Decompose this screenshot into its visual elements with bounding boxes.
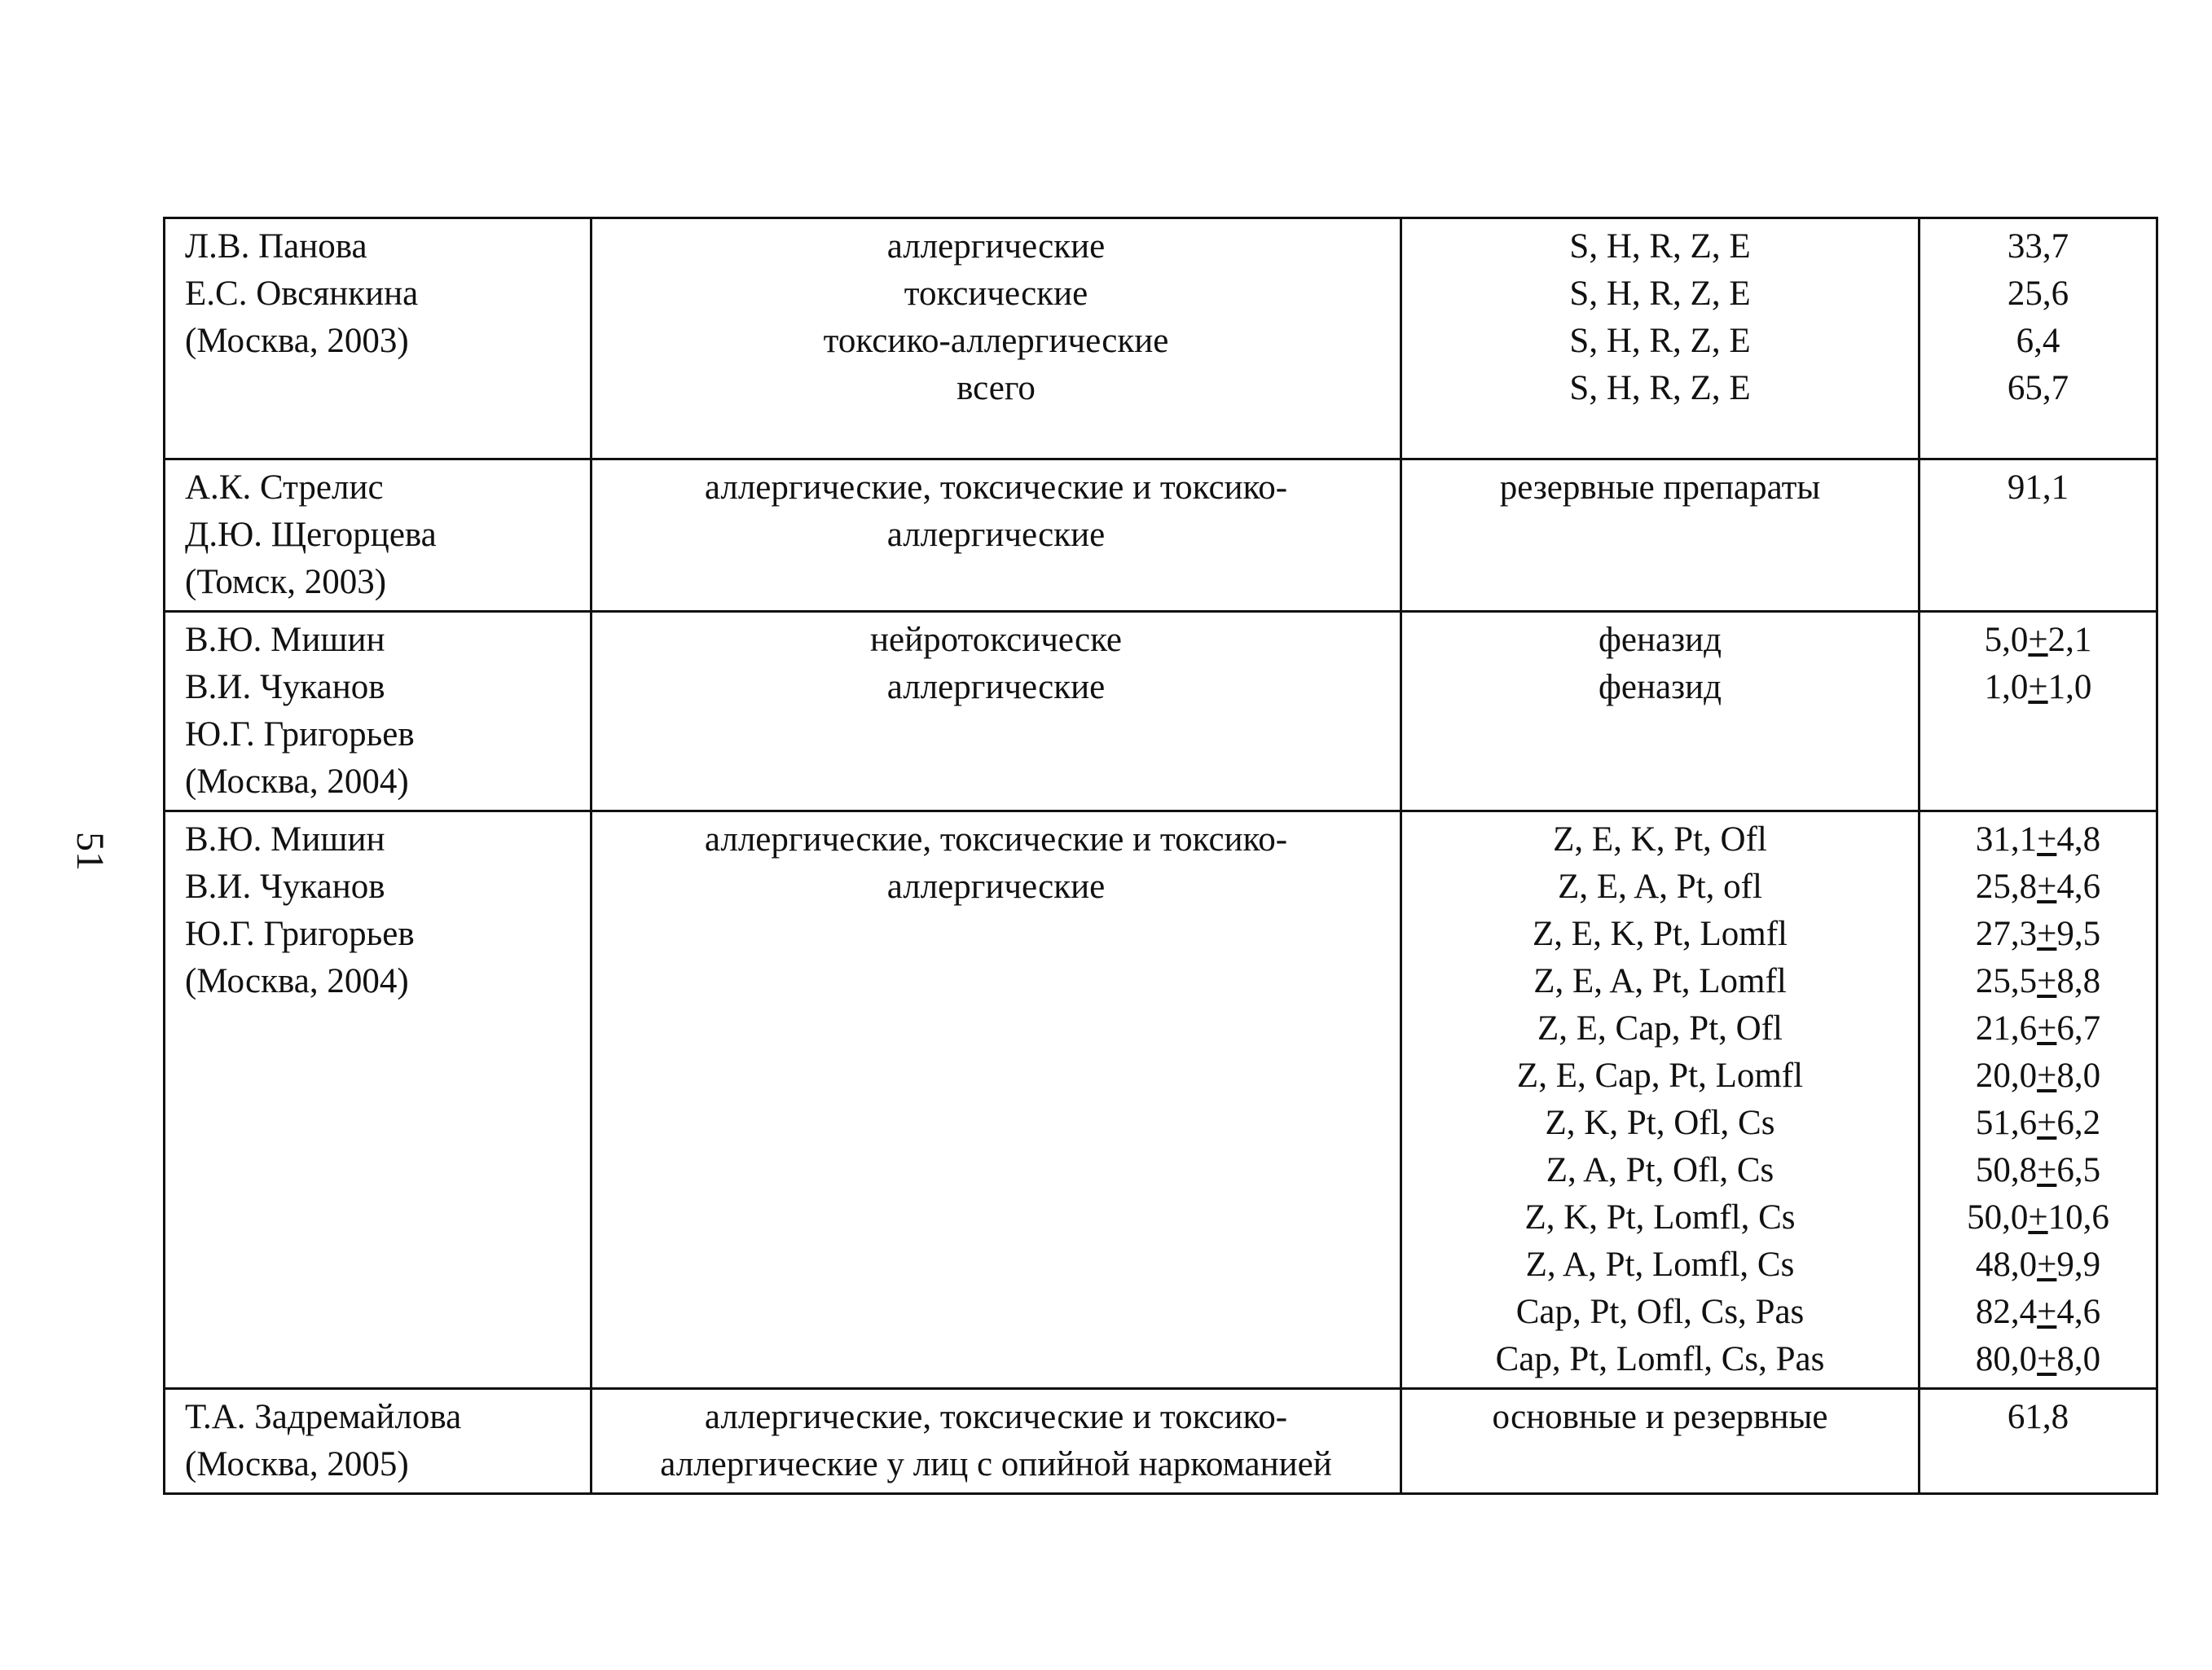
drug-regimen-line: основные и резервные: [1492, 1398, 1828, 1436]
table-row: [165, 1389, 2157, 1494]
frequency-value-line: 65,7: [2007, 369, 2069, 407]
authors-line: (Москва, 2004): [185, 762, 409, 801]
pct-cell: [1920, 612, 2157, 811]
frequency-value-line: 31,1+4,8: [1975, 820, 2101, 859]
authors-line: (Москва, 2003): [185, 322, 409, 360]
plus-minus-sign: +: [2037, 962, 2057, 1000]
authors-line: Л.В. Панова: [185, 227, 367, 266]
authors-cell: [165, 218, 591, 459]
authors-line: Ю.Г. Григорьев: [185, 915, 415, 953]
drugs-cell: [1401, 1389, 1920, 1494]
complication-type-line: аллергические, токсические и токсико-: [704, 1398, 1288, 1436]
drug-regimen-line: Z, E, A, Pt, Lomfl: [1533, 962, 1787, 1000]
frequency-value-line: 21,6+6,7: [1975, 1009, 2101, 1048]
plus-minus-sign: +: [2037, 1340, 2057, 1378]
authors-line: Т.А. Задремайлова: [185, 1398, 462, 1436]
frequency-value-line: 6,4: [2016, 322, 2060, 360]
type-cell: [591, 612, 1401, 811]
plus-minus-sign: +: [2037, 1057, 2057, 1095]
pct-cell: [1920, 218, 2157, 459]
frequency-value-line: 27,3+9,5: [1975, 915, 2101, 953]
plus-minus-sign: +: [2037, 1104, 2057, 1142]
drug-regimen-line: Z, E, K, Pt, Lomfl: [1533, 915, 1788, 953]
table-row: [165, 612, 2157, 811]
drugs-cell: [1401, 612, 1920, 811]
plus-minus-sign: +: [2028, 621, 2048, 659]
type-cell: [591, 1389, 1401, 1494]
frequency-value-line: 50,8+6,5: [1975, 1151, 2101, 1189]
type-cell: [591, 459, 1401, 612]
frequency-value-line: 33,7: [2007, 227, 2069, 266]
authors-line: (Москва, 2004): [185, 962, 409, 1000]
frequency-value-line: 25,8+4,6: [1975, 868, 2101, 906]
authors-line: В.Ю. Мишин: [185, 820, 385, 859]
drugs-cell: [1401, 218, 1920, 459]
drug-regimen-line: S, H, R, Z, E: [1569, 369, 1751, 407]
type-cell: [591, 218, 1401, 459]
frequency-value-line: 20,0+8,0: [1975, 1057, 2101, 1095]
drug-regimen-line: Cap, Pt, Ofl, Cs, Pas: [1515, 1293, 1805, 1331]
complication-type-line: токсико-аллергические: [823, 322, 1169, 360]
drug-regimen-line: S, H, R, Z, E: [1569, 275, 1751, 313]
plus-minus-sign: +: [2037, 915, 2057, 953]
plus-minus-sign: +: [2037, 820, 2057, 859]
side-effects-table: [163, 217, 2158, 1495]
plus-minus-sign: +: [2037, 1009, 2057, 1048]
complication-type-line: аллергические, токсические и токсико-: [704, 468, 1288, 507]
frequency-value-line: 50,0+10,6: [1967, 1198, 2109, 1237]
frequency-value-line: 80,0+8,0: [1975, 1340, 2101, 1378]
authors-cell: [165, 1389, 591, 1494]
frequency-value-line: 5,0+2,1: [1984, 621, 2092, 659]
frequency-value-line: 1,0+1,0: [1984, 668, 2092, 706]
frequency-value-line: 82,4+4,6: [1975, 1293, 2101, 1331]
authors-line: (Томск, 2003): [185, 563, 387, 601]
authors-cell: [165, 612, 591, 811]
page-number: 51: [68, 832, 112, 871]
plus-minus-sign: +: [2037, 1293, 2057, 1331]
authors-line: В.Ю. Мишин: [185, 621, 385, 659]
plus-minus-sign: +: [2037, 1246, 2057, 1284]
drug-regimen-line: S, H, R, Z, E: [1569, 227, 1751, 266]
complication-type-line: токсические: [904, 275, 1088, 313]
drug-regimen-line: Z, A, Pt, Ofl, Cs: [1546, 1151, 1774, 1189]
authors-line: А.К. Стрелис: [185, 468, 384, 507]
plus-minus-sign: +: [2037, 868, 2057, 906]
frequency-value-line: 25,5+8,8: [1975, 962, 2101, 1000]
authors-line: Ю.Г. Григорьев: [185, 715, 415, 754]
type-cell: [591, 811, 1401, 1389]
complication-type-line: аллергические у лиц с опийной наркоманией: [660, 1445, 1332, 1483]
authors-cell: [165, 811, 591, 1389]
drug-regimen-line: Z, E, Cap, Pt, Ofl: [1537, 1009, 1783, 1048]
plus-minus-sign: +: [2028, 668, 2048, 706]
drug-regimen-line: Z, E, A, Pt, ofl: [1558, 868, 1762, 906]
complication-type-line: нейротоксическе: [870, 621, 1122, 659]
pct-cell: [1920, 811, 2157, 1389]
pct-cell: [1920, 459, 2157, 612]
frequency-value-line: 61,8: [2007, 1398, 2069, 1436]
table-row: [165, 459, 2157, 612]
authors-cell: [165, 459, 591, 612]
frequency-value-line: 51,6+6,2: [1975, 1104, 2101, 1142]
complication-type-line: всего: [956, 369, 1036, 407]
drug-regimen-line: Cap, Pt, Lomfl, Cs, Pas: [1495, 1340, 1825, 1378]
drug-regimen-line: Z, A, Pt, Lomfl, Cs: [1525, 1246, 1795, 1284]
authors-line: Е.С. Овсянкина: [185, 275, 419, 313]
drug-regimen-line: феназид: [1599, 621, 1722, 659]
drug-regimen-line: Z, E, K, Pt, Ofl: [1553, 820, 1767, 859]
complication-type-line: аллергические, токсические и токсико-: [704, 820, 1288, 859]
table-row: [165, 811, 2157, 1389]
frequency-value-line: 48,0+9,9: [1975, 1246, 2101, 1284]
drug-regimen-line: S, H, R, Z, E: [1569, 322, 1751, 360]
authors-line: Д.Ю. Щегорцева: [185, 516, 437, 554]
drug-regimen-line: феназид: [1599, 668, 1722, 706]
frequency-value-line: 25,6: [2007, 275, 2069, 313]
plus-minus-sign: +: [2028, 1198, 2048, 1237]
authors-line: (Москва, 2005): [185, 1445, 409, 1483]
complication-type-line: аллергические: [886, 227, 1106, 266]
drugs-cell: [1401, 811, 1920, 1389]
drugs-cell: [1401, 459, 1920, 612]
complication-type-line: аллергические: [886, 516, 1106, 554]
drug-regimen-line: Z, E, Cap, Pt, Lomfl: [1516, 1057, 1804, 1095]
drug-regimen-line: резервные препараты: [1499, 468, 1821, 507]
pct-cell: [1920, 1389, 2157, 1494]
plus-minus-sign: +: [2037, 1151, 2057, 1189]
authors-line: В.И. Чуканов: [185, 868, 385, 906]
complication-type-line: аллергические: [886, 868, 1106, 906]
drug-regimen-line: Z, K, Pt, Ofl, Cs: [1545, 1104, 1775, 1142]
frequency-value-line: 91,1: [2007, 468, 2069, 507]
table-row: [165, 218, 2157, 459]
complication-type-line: аллергические: [886, 668, 1106, 706]
authors-line: В.И. Чуканов: [185, 668, 385, 706]
drug-regimen-line: Z, K, Pt, Lomfl, Cs: [1524, 1198, 1796, 1237]
